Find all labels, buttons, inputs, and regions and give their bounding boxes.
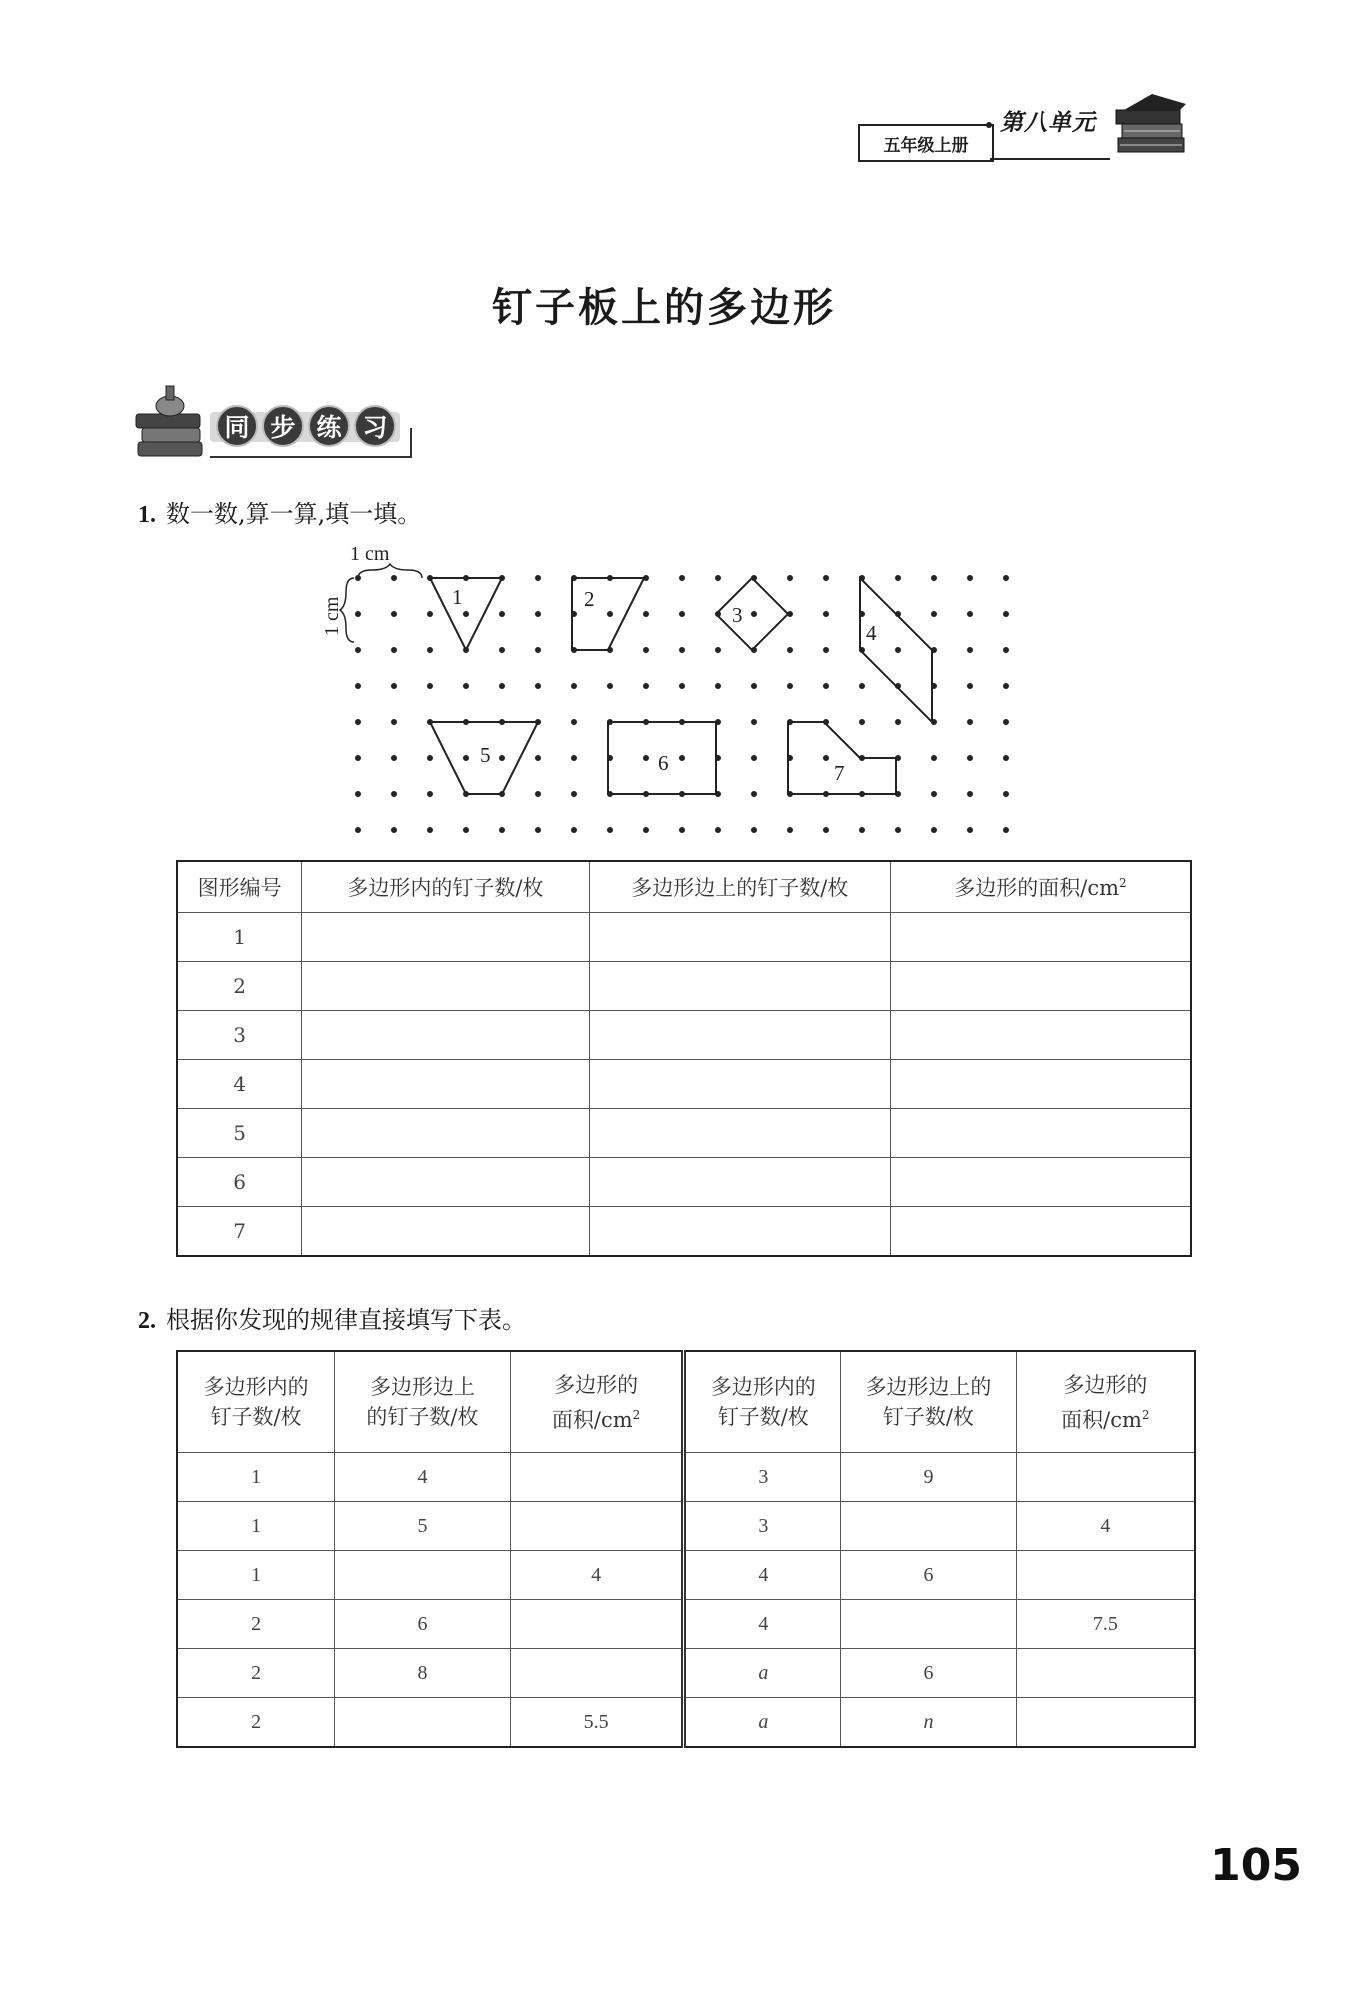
nail-dot — [427, 791, 433, 797]
table-header-cell — [841, 1351, 1017, 1453]
table-cell: 6 — [177, 1158, 302, 1207]
nail-dot — [427, 683, 433, 689]
nail-dot — [895, 575, 901, 581]
answer-cell[interactable] — [302, 1060, 589, 1109]
table-cell[interactable]: 6 — [335, 1600, 511, 1649]
table-cell: 7 — [177, 1207, 302, 1257]
nail-dot — [823, 755, 829, 761]
table-row — [177, 1600, 1195, 1649]
answer-cell[interactable] — [302, 1207, 589, 1257]
section-char: 同 — [216, 405, 258, 447]
table-cell[interactable] — [1016, 1698, 1195, 1748]
table-cell[interactable] — [335, 1551, 511, 1600]
nail-dot — [679, 683, 685, 689]
nail-dot — [679, 647, 685, 653]
nail-dot — [643, 611, 649, 617]
table-cell[interactable]: 6 — [841, 1649, 1017, 1698]
nail-dot — [607, 827, 613, 833]
nail-dot — [643, 755, 649, 761]
table-q1 — [176, 860, 1192, 1257]
section-char: 步 — [262, 405, 304, 447]
nail-dot — [859, 827, 865, 833]
table-cell[interactable]: 3 — [684, 1502, 841, 1551]
nail-dot — [967, 575, 973, 581]
answer-cell[interactable] — [589, 1109, 890, 1158]
geoboard-figure — [320, 540, 1020, 850]
table-cell[interactable]: 6 — [841, 1551, 1017, 1600]
page-number: 105 — [1210, 1840, 1302, 1891]
nail-dot — [679, 755, 685, 761]
table-cell[interactable]: n — [841, 1698, 1017, 1748]
table-row — [177, 1502, 1195, 1551]
nail-dot — [499, 827, 505, 833]
header-line: 面积/cm — [1061, 1407, 1142, 1432]
superscript: 2 — [1141, 1407, 1150, 1422]
header-line: 多边形的 — [554, 1372, 639, 1397]
answer-cell[interactable] — [589, 1060, 890, 1109]
table-cell[interactable]: 9 — [841, 1453, 1017, 1502]
nail-dot — [391, 647, 397, 653]
question-number: 1. — [138, 502, 156, 528]
table-cell[interactable]: 2 — [177, 1698, 335, 1748]
nail-dot — [751, 611, 757, 617]
nail-dot — [859, 683, 865, 689]
nail-dot — [967, 683, 973, 689]
table-cell[interactable] — [841, 1502, 1017, 1551]
header-dot — [986, 122, 992, 128]
table-cell[interactable] — [335, 1698, 511, 1748]
nail-dot — [463, 611, 469, 617]
unit-label-v: 1 cm — [321, 596, 343, 636]
nail-dot — [355, 647, 361, 653]
nail-dot — [355, 755, 361, 761]
table-cell[interactable]: 4 — [1016, 1502, 1195, 1551]
header-rule — [990, 158, 1110, 160]
nail-dot — [571, 827, 577, 833]
table-row — [177, 962, 1191, 1011]
nail-dot — [1003, 755, 1009, 761]
table-cell[interactable] — [1016, 1649, 1195, 1698]
grade-label: 五年级上册 — [858, 124, 994, 162]
table-cell[interactable]: a — [684, 1698, 841, 1748]
answer-cell[interactable] — [891, 1011, 1192, 1060]
table-cell[interactable]: 7.5 — [1016, 1600, 1195, 1649]
nail-dot — [967, 719, 973, 725]
nail-dot — [1003, 719, 1009, 725]
nail-dot — [787, 575, 793, 581]
answer-cell[interactable] — [302, 913, 589, 962]
answer-cell[interactable] — [589, 962, 890, 1011]
question-number: 2. — [138, 1308, 156, 1334]
table-cell: 4 — [177, 1060, 302, 1109]
header-line: 钉子数/枚 — [717, 1405, 809, 1429]
table-cell[interactable]: 1 — [177, 1453, 335, 1502]
header-line: 多边形边上的 — [865, 1375, 992, 1399]
nail-dot — [571, 791, 577, 797]
answer-cell[interactable] — [589, 1158, 890, 1207]
nail-dot — [787, 647, 793, 653]
table-cell[interactable] — [510, 1502, 684, 1551]
header-line: 多边形内的 — [203, 1375, 309, 1399]
nail-dot — [355, 827, 361, 833]
nail-dot — [895, 647, 901, 653]
answer-cell[interactable] — [589, 1011, 890, 1060]
shape-label: 1 — [452, 585, 463, 609]
nail-dot — [499, 755, 505, 761]
nail-dot — [535, 791, 541, 797]
nail-dot — [1003, 683, 1009, 689]
table-row — [177, 1551, 1195, 1600]
nail-dot — [823, 611, 829, 617]
answer-cell[interactable] — [891, 1207, 1192, 1257]
unit-brace-h — [358, 564, 422, 578]
nail-dot — [355, 791, 361, 797]
nail-dot — [895, 827, 901, 833]
nail-dot — [823, 575, 829, 581]
table-row — [177, 1011, 1191, 1060]
nail-dot — [463, 827, 469, 833]
header-line: 钉子数/枚 — [882, 1405, 974, 1429]
table-row — [177, 913, 1191, 962]
shape-label: 2 — [584, 587, 595, 611]
table-header-cell — [335, 1351, 511, 1453]
nail-dot — [823, 827, 829, 833]
shape-label: 7 — [834, 761, 845, 785]
table-row — [177, 1698, 1195, 1748]
table-cell[interactable]: 4 — [335, 1453, 511, 1502]
nail-dot — [643, 827, 649, 833]
shape-label: 3 — [732, 603, 743, 627]
nail-dot — [751, 827, 757, 833]
nail-dot — [967, 827, 973, 833]
table-cell[interactable]: a — [684, 1649, 841, 1698]
nail-dot — [535, 575, 541, 581]
header-line: 钉子数/枚 — [210, 1405, 302, 1429]
table-cell[interactable] — [841, 1600, 1017, 1649]
nail-dot — [1003, 575, 1009, 581]
table-header-cell: 多边形内的钉子数/枚 — [302, 861, 589, 913]
nail-dot — [1003, 647, 1009, 653]
nail-dot — [859, 719, 865, 725]
nail-dot — [571, 755, 577, 761]
nail-dot — [679, 575, 685, 581]
nail-dot — [751, 791, 757, 797]
table-cell[interactable] — [1016, 1453, 1195, 1502]
nail-dot — [967, 755, 973, 761]
section-char: 练 — [308, 405, 350, 447]
nail-dot — [571, 683, 577, 689]
nail-dot — [355, 611, 361, 617]
section-char: 习 — [354, 405, 396, 447]
table-cell[interactable] — [510, 1649, 684, 1698]
nail-dot — [931, 827, 937, 833]
nail-dot — [787, 827, 793, 833]
nail-dot — [967, 611, 973, 617]
table-cell[interactable]: 4 — [684, 1600, 841, 1649]
header-line: 多边形边上 — [369, 1375, 475, 1399]
nail-dot — [355, 683, 361, 689]
table-header-row — [177, 861, 1191, 913]
answer-cell[interactable] — [891, 913, 1192, 962]
table-cell: 5 — [177, 1109, 302, 1158]
superscript: 2 — [1119, 876, 1127, 890]
superscript: 2 — [632, 1407, 641, 1422]
header-line: 多边形内的 — [710, 1375, 816, 1399]
nail-dot — [751, 719, 757, 725]
nail-dot — [535, 611, 541, 617]
answer-cell[interactable] — [302, 1011, 589, 1060]
answer-cell[interactable] — [302, 962, 589, 1011]
table-cell[interactable] — [510, 1600, 684, 1649]
nail-dot — [427, 827, 433, 833]
nail-dot — [463, 755, 469, 761]
nail-dot — [391, 719, 397, 725]
nail-dot — [823, 647, 829, 653]
nail-dot — [751, 683, 757, 689]
question-prompt: 根据你发现的规律直接填写下表。 — [166, 1306, 526, 1334]
nail-dot — [679, 611, 685, 617]
nail-dot — [391, 827, 397, 833]
nail-dot — [967, 791, 973, 797]
nail-dot — [967, 647, 973, 653]
table-row — [177, 1649, 1195, 1698]
nail-dot — [499, 683, 505, 689]
answer-cell[interactable] — [302, 1158, 589, 1207]
nail-dot — [1003, 791, 1009, 797]
nail-dot — [931, 791, 937, 797]
answer-cell[interactable] — [891, 1109, 1192, 1158]
nail-dot — [391, 755, 397, 761]
nail-dot — [571, 719, 577, 725]
nail-dot — [499, 647, 505, 653]
unit-label: 第八单元 — [1000, 110, 1096, 136]
nail-dot — [895, 719, 901, 725]
nail-dot — [535, 827, 541, 833]
unit-label-h: 1 cm — [350, 543, 390, 565]
table-header-cell — [1016, 1351, 1195, 1453]
nail-dot — [355, 719, 361, 725]
table-cell[interactable]: 5.5 — [510, 1698, 684, 1748]
nail-dot — [679, 827, 685, 833]
table-cell[interactable] — [510, 1453, 684, 1502]
question-1 — [138, 494, 421, 529]
question-2 — [138, 1300, 526, 1335]
table-cell[interactable]: 4 — [684, 1551, 841, 1600]
nail-dot — [931, 755, 937, 761]
nail-dot — [391, 575, 397, 581]
header-line: 面积/cm — [551, 1407, 633, 1432]
books-icon — [1112, 90, 1192, 162]
page-title: 钉子板上的多边形 — [492, 284, 836, 331]
header-text: 多边形的面积/cm — [954, 876, 1120, 900]
nail-dot — [751, 755, 757, 761]
nail-dot — [391, 611, 397, 617]
nail-dot — [535, 683, 541, 689]
table-cell[interactable]: 2 — [177, 1649, 335, 1698]
nail-dot — [427, 647, 433, 653]
answer-cell[interactable] — [891, 1060, 1192, 1109]
nail-dot — [607, 611, 613, 617]
nail-dot — [931, 575, 937, 581]
nail-dot — [427, 611, 433, 617]
answer-cell[interactable] — [891, 962, 1192, 1011]
table-cell: 3 — [177, 1011, 302, 1060]
shape-label: 4 — [866, 621, 877, 645]
table-row — [177, 1158, 1191, 1207]
table-header-row — [177, 1351, 1195, 1453]
table-cell[interactable]: 2 — [177, 1600, 335, 1649]
nail-dot — [427, 755, 433, 761]
table-cell[interactable] — [1016, 1551, 1195, 1600]
answer-cell[interactable] — [891, 1158, 1192, 1207]
table-header-cell: 图形编号 — [177, 861, 302, 913]
table-cell[interactable]: 8 — [335, 1649, 511, 1698]
nail-dot — [787, 683, 793, 689]
table-q2 — [176, 1350, 1196, 1748]
nail-dot — [931, 611, 937, 617]
table-cell[interactable]: 4 — [510, 1551, 684, 1600]
answer-cell[interactable] — [589, 913, 890, 962]
table-row — [177, 1207, 1191, 1257]
nail-dot — [535, 647, 541, 653]
question-prompt: 数一数,算一算,填一填。 — [166, 500, 422, 528]
table-row — [177, 1453, 1195, 1502]
table-cell[interactable]: 3 — [684, 1453, 841, 1502]
header-line: 的钉子数/枚 — [366, 1405, 479, 1429]
nail-dot — [499, 611, 505, 617]
nail-dot — [643, 647, 649, 653]
shape-label: 6 — [658, 751, 669, 775]
table-header-cell — [177, 1351, 335, 1453]
nail-dot — [391, 683, 397, 689]
table-row — [177, 1060, 1191, 1109]
nail-dot — [715, 647, 721, 653]
table-row — [177, 1109, 1191, 1158]
answer-cell[interactable] — [302, 1109, 589, 1158]
nail-dot — [391, 791, 397, 797]
nail-dot — [607, 683, 613, 689]
shape-label: 5 — [480, 743, 491, 767]
table-header-cell — [510, 1351, 684, 1453]
table-header-cell — [684, 1351, 841, 1453]
table-cell: 1 — [177, 913, 302, 962]
lamp-books-icon — [130, 380, 210, 470]
nail-dot — [715, 575, 721, 581]
nail-dot — [1003, 611, 1009, 617]
table-cell[interactable]: 5 — [335, 1502, 511, 1551]
table-cell[interactable]: 1 — [177, 1502, 335, 1551]
nail-dot — [823, 683, 829, 689]
nail-dot — [715, 683, 721, 689]
nail-dot — [1003, 827, 1009, 833]
answer-cell[interactable] — [589, 1207, 890, 1257]
nail-dot — [535, 755, 541, 761]
header-line: 多边形的 — [1063, 1372, 1148, 1397]
nail-dot — [643, 683, 649, 689]
table-header-cell: 多边形边上的钉子数/枚 — [589, 861, 890, 913]
table-cell[interactable]: 1 — [177, 1551, 335, 1600]
table-cell: 2 — [177, 962, 302, 1011]
table-header-cell — [891, 861, 1192, 913]
nail-dot — [463, 683, 469, 689]
nail-dot — [715, 827, 721, 833]
